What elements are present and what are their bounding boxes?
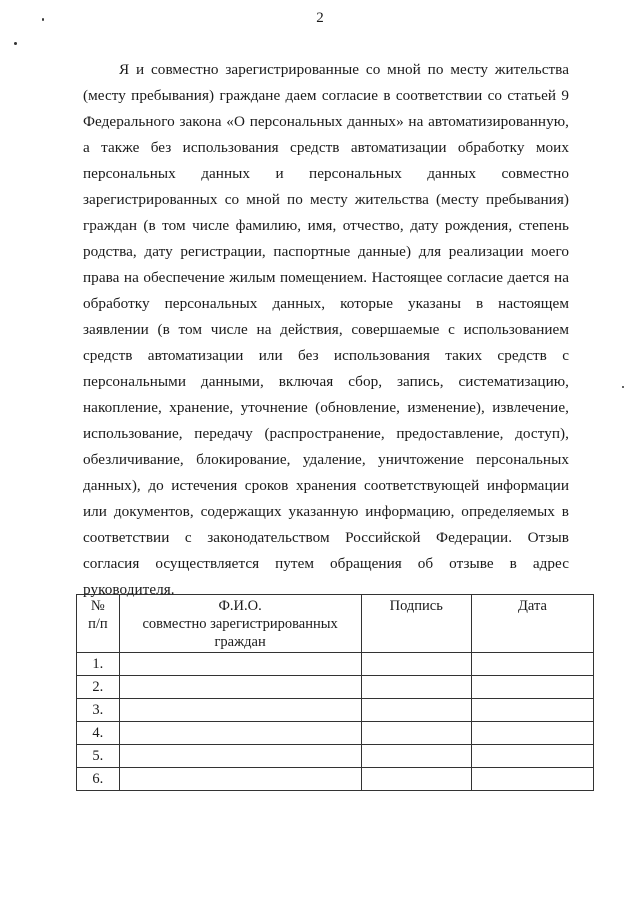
scan-speck	[14, 42, 17, 45]
table-row	[77, 676, 594, 699]
table-header-row	[77, 595, 594, 653]
header-name-line2: совместно зарегистрированных	[142, 616, 338, 632]
date-cell	[471, 768, 593, 791]
date-cell	[471, 745, 593, 768]
row-number: 6.	[77, 768, 120, 791]
table-row	[77, 653, 594, 676]
signature-cell	[361, 768, 471, 791]
signature-cell	[361, 653, 471, 676]
signature-cell	[361, 699, 471, 722]
name-cell	[119, 722, 361, 745]
date-cell	[471, 722, 593, 745]
header-number	[77, 595, 120, 653]
header-full-name	[119, 595, 361, 653]
table-row	[77, 722, 594, 745]
name-cell	[119, 745, 361, 768]
row-number: 4.	[77, 722, 120, 745]
header-name-line3: граждан	[214, 634, 266, 650]
header-name-line1: Ф.И.О.	[218, 598, 262, 614]
scan-speck	[42, 18, 44, 21]
signature-cell	[361, 676, 471, 699]
header-number-line1: №	[90, 598, 105, 614]
row-number: 3.	[77, 699, 120, 722]
name-cell	[119, 653, 361, 676]
row-number: 2.	[77, 676, 120, 699]
consent-paragraph: Я и совместно зарегистрированные со мной по месту жительства (месту пребывания) граждане даем согласие в соответствии со статьей 9 Федерального закона «О персональных данных» на автоматизированную, а также без использования средств автоматизации обработку моих персональных данных и персональных данных совместно зарегистрированных со мной по месту жительства (месту пребывания) граждан (в том числе фамилию, имя, отчество, дату рождения, степень родства, дату регистрации, паспортные данные) для реализации моего права на обеспечение жилым помещением. Настоящее согласие дается на обработку персональных данных, которые указаны в настоящем заявлении (в том числе на действия, совершаемые с использованием средств автоматизации или без использования таких средств с персональными данными, включая сбор, запись, систематизацию, накопление, хранение, уточнение (обновление, изменение), извлечение, использование, передачу (распространение, предоставление, доступ), обезличивание, блокирование, удаление, уничтожение персональных данных), до истечения сроков хранения соответствующей информации или документов, содержащих указанную информацию, определяемых в соответствии с законодательством Российской Федерации. Отзыв согласия осуществляется путем обращения об отзыве в адрес руководителя.	[83, 61, 569, 598]
table-row	[77, 699, 594, 722]
row-number: 1.	[77, 653, 120, 676]
header-signature: Подпись	[361, 595, 471, 653]
date-cell	[471, 699, 593, 722]
table-row	[77, 745, 594, 768]
signature-cell	[361, 745, 471, 768]
page-number: 2	[316, 10, 324, 26]
name-cell	[119, 699, 361, 722]
header-number-line2: п/п	[88, 616, 108, 632]
date-cell	[471, 653, 593, 676]
signature-cell	[361, 722, 471, 745]
name-cell	[119, 768, 361, 791]
table-row	[77, 768, 594, 791]
date-cell	[471, 676, 593, 699]
header-date: Дата	[471, 595, 593, 653]
scan-speck	[622, 386, 624, 388]
name-cell	[119, 676, 361, 699]
co-registered-citizens-table	[76, 594, 594, 791]
row-number: 5.	[77, 745, 120, 768]
